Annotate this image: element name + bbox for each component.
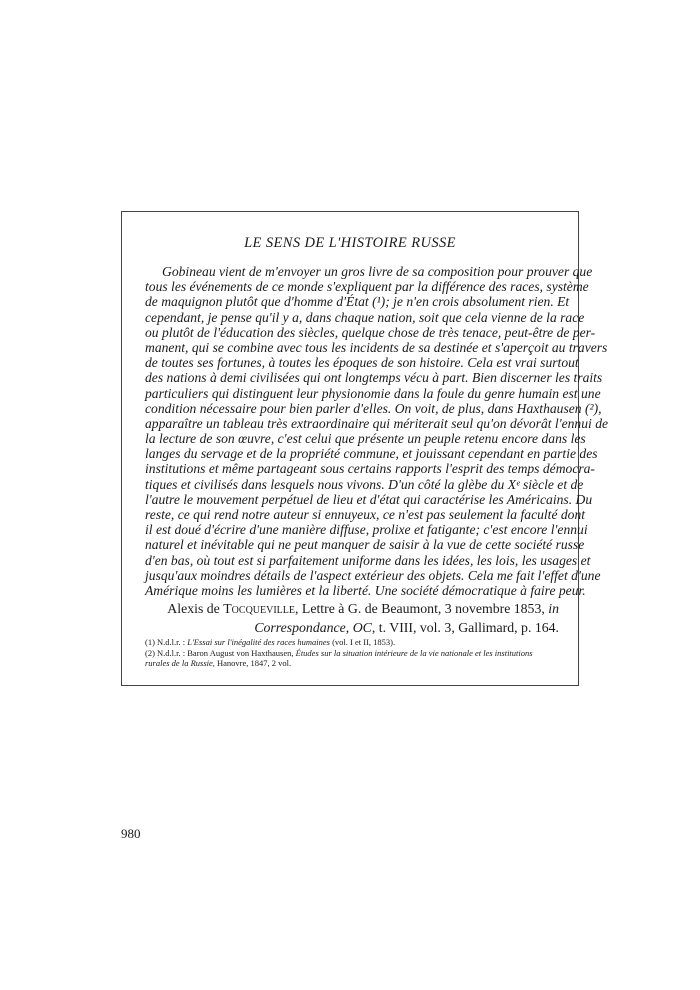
- quote-line: de toutes ses fortunes, à toutes les époques de son histoire. Cela est vrai surtout: [145, 355, 579, 371]
- quote-line: Amérique moins les lumières et la liberté. Une société démocratique à faire peur.: [145, 582, 586, 598]
- boxed-excerpt: [121, 211, 609, 686]
- quote-line: tiques et civilisés dans lesquels nous vivons. D'un côté la glèbe du Xᵉ siècle et de: [145, 476, 584, 492]
- attribution-author: Tocqueville: [223, 601, 295, 616]
- footnote-1: [145, 637, 559, 648]
- quote-line: manent, qui se combine avec tous les incidents de sa destinée et s'aperçoit au travers: [145, 339, 608, 355]
- footnote-2-line-2: [145, 658, 559, 669]
- quote-line: il est doué d'écrire d'une manière diffuse, prolixe et fatigante; c'est encore l'ennui: [145, 522, 588, 538]
- attribution-in: in: [548, 601, 559, 616]
- footnote-2: [145, 648, 559, 669]
- quote-line: des nations à demi civilisées qui ont longtemps vécu à part. Bien discerner les traits: [145, 370, 603, 386]
- footnote-2-marker: (2) N.d.l.r. : Baron August von Haxthausen,: [145, 647, 296, 658]
- quote-line: de maquignon plutôt que d'homme d'État (¹); je n'en crois absolument rien. Et: [145, 294, 570, 310]
- footnotes: [145, 637, 559, 669]
- quote-line: naturel et inévitable qui ne peut manquer de saisir à la vue de cette société russe: [145, 537, 585, 553]
- quote-attribution: [158, 599, 559, 637]
- quote-line: particuliers qui distinguent leur physionomie dans la foule du genre humain est une: [145, 385, 601, 401]
- quote-line: l'autre le mouvement perpétuel de lieu et d'état qui caractérise les Américains. Du: [145, 491, 593, 507]
- footnote-1-marker: (1) N.d.l.r. :: [145, 637, 188, 647]
- quote-line: la lecture de son œuvre, c'est celui que présente un peuple retenu encore dans les: [145, 431, 586, 447]
- footnote-2-details: , Hanovre, 1847, 2 vol.: [212, 658, 292, 668]
- excerpt-title: LE SENS DE L'HISTOIRE RUSSE: [244, 235, 456, 251]
- quote-line: ou plutôt de l'éducation des siècles, quelque chose de très tenace, peut-être de per-: [145, 324, 596, 340]
- footnote-1-details: (vol. I et II, 1853).: [329, 637, 396, 647]
- attribution-publication: , t. VIII, vol. 3, Gallimard, p. 164.: [371, 620, 559, 635]
- footnote-2-title-part-1: Études sur la situation intérieure de la vie nationale et les institutions: [295, 647, 533, 658]
- quote-line: reste, ce qui rend notre auteur si ennuyeux, ce n'est pas seulement la faculté dont: [145, 507, 586, 522]
- quote-line: d'en bas, où tout est si parfaitement uniforme dans les idées, les lois, les usages et: [145, 552, 591, 568]
- quote-line: jusqu'aux moindres détails de l'aspect extérieur des objets. Cela me fait l'effet d'une: [145, 567, 601, 583]
- quote-line: condition nécessaire pour bien parler d'elles. On voit, de plus, dans Haxthausen (²),: [145, 400, 602, 416]
- quote-line: langes du servage et de la propriété commune, et jouissant cependant en partie des: [145, 446, 598, 462]
- attribution-work: Correspondance: [254, 620, 346, 635]
- quote-text: [145, 264, 609, 598]
- attribution-letter: , Lettre à G. de Beaumont, 3 novembre 1853,: [295, 601, 549, 616]
- quote-line: tous les événements de ce monde s'expliquent par la différence des races, système: [145, 279, 589, 295]
- attribution-line-2: [158, 618, 559, 637]
- attribution-prefix: Alexis de: [167, 601, 224, 616]
- attribution-oc: OC: [352, 620, 372, 635]
- footnote-1-line: [145, 637, 559, 648]
- quote-line: apparaître un tableau très extraordinaire qui mériterait seul qu'on dévorât l'ennui de: [145, 415, 609, 431]
- footnote-1-title: L'Essai sur l'inégalité des races humaines: [187, 637, 330, 647]
- page-number: 980: [121, 826, 141, 841]
- quote-line: cependant, je pense qu'il y a, dans chaque nation, soit que cela vienne de la race: [145, 309, 585, 325]
- footnote-2-title-part-2: rurales de la Russie: [145, 658, 213, 668]
- footnote-2-line-1: [145, 648, 559, 659]
- attribution-separator: ,: [345, 620, 353, 635]
- attribution-line-1: [158, 599, 559, 618]
- quote-line: Gobineau vient de m'envoyer un gros livre de sa composition pour prouver que: [162, 264, 593, 279]
- quote-line: institutions et même partageant sous certains rapports l'esprit des temps démocra-: [145, 461, 595, 477]
